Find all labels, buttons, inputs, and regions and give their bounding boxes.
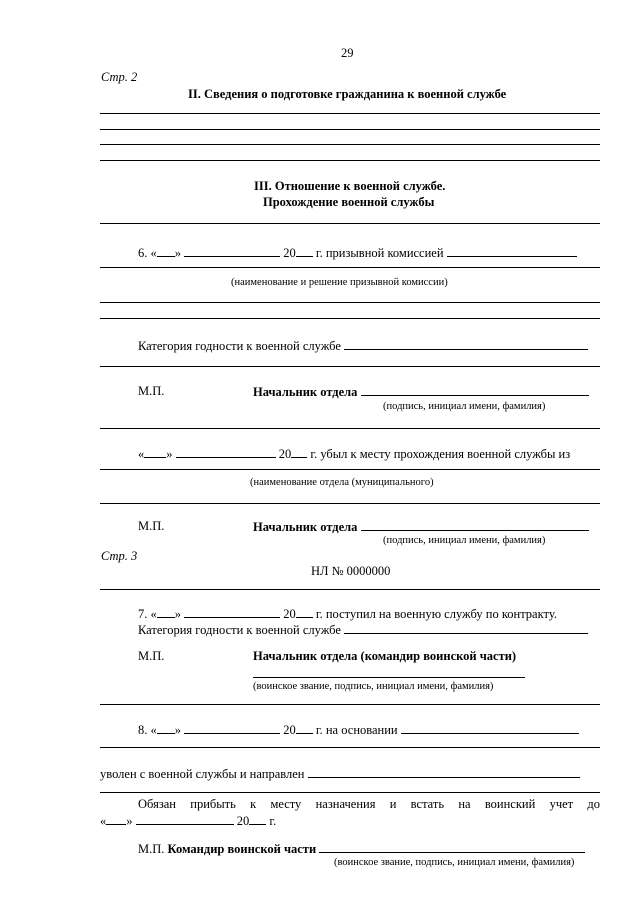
obliged-month-field[interactable] [136,813,234,825]
item8-text: г. на основании [315,723,398,737]
item8-close-quote: » [174,723,181,737]
section3-title-line2: Прохождение военной службы [263,195,435,209]
obliged-open-quote: « [100,814,107,828]
obliged-year: 20 [236,814,250,828]
item6-text: г. призывной комиссией [315,246,444,260]
mp-stamp-1: М.П. [138,384,165,398]
nl-line[interactable] [100,589,600,590]
item7-row [138,606,557,621]
caption-4: (воинское звание, подпись, инициал имени, фамилия) [334,857,575,868]
item7-fitness-row [138,622,588,637]
item6-day-field[interactable] [157,245,175,257]
item8-year-field[interactable] [296,722,313,734]
departure-year-field[interactable] [291,446,307,458]
departure-line-2[interactable] [100,503,600,504]
item6-number: 6. « [138,246,157,260]
obliged-suffix: г. [269,814,277,828]
caption-3: (воинское звание, подпись, инициал имени, фамилия) [253,681,494,692]
item7-number: 7. « [138,607,157,621]
page2-label: Стр. 2 [101,70,138,84]
item8-basis-field[interactable] [401,722,579,734]
item7-year: 20 [283,607,296,621]
item8-day-field[interactable] [157,722,175,734]
head-sign-field-3[interactable] [253,677,525,678]
item8-line-1[interactable] [100,747,600,748]
section2-line-4[interactable] [100,160,600,161]
item6-caption: (наименование и решение призывной комиссии) [231,277,448,288]
item7-text: г. поступил на военную службу по контракту. [315,607,557,621]
obliged-year-field[interactable] [249,813,266,825]
section2-line-3[interactable] [100,144,600,145]
item6-row [138,245,577,260]
item6-line-1[interactable] [100,267,600,268]
item7-fitness-label: Категория годности к военной службе [138,623,341,637]
fitness-row [138,338,588,353]
head-row-1 [253,384,589,399]
departure-close-quote: » [166,447,173,461]
item7-month-field[interactable] [184,606,280,618]
head-label-1: Начальник отдела [253,385,358,399]
item6-line-2[interactable] [100,302,600,303]
mp-stamp-3: М.П. [138,649,165,663]
section2-line-2[interactable] [100,129,600,130]
section2-title: II. Сведения о подготовке гражданина к военной службе [188,87,507,101]
item7-year-field[interactable] [296,606,313,618]
item8-number: 8. « [138,723,157,737]
item6-line-3[interactable] [100,318,600,319]
commander-sign-field[interactable] [319,841,585,853]
item6-year: 20 [283,246,296,260]
departure-day-field[interactable] [144,446,166,458]
page3-label: Стр. 3 [101,549,138,563]
obliged-line-1: Обязан прибыть к месту назначения и встать на воинский учет до [138,797,600,811]
commander-row [138,841,585,856]
section3-line[interactable] [100,223,600,224]
head-line-1[interactable] [100,428,600,429]
head-sign-field-1[interactable] [361,384,589,396]
section3-title-line1: III. Отношение к военной службе. [254,179,446,193]
dismissed-field[interactable] [308,766,580,778]
fitness-field[interactable] [344,338,588,350]
departure-open-quote: « [138,447,145,461]
head-row-2 [253,519,589,534]
dismissed-row [100,766,580,781]
item7-day-field[interactable] [157,606,175,618]
obliged-day-field[interactable] [106,813,126,825]
item7-fitness-field[interactable] [344,622,588,634]
head-label-3: Начальник отдела (командир воинской части) [253,649,517,663]
section2-line-1[interactable] [100,113,600,114]
head-sign-field-2[interactable] [361,519,589,531]
sign-caption-1: (подпись, инициал имени, фамилия) [383,401,546,412]
item8-month-field[interactable] [184,722,280,734]
item8-row [138,722,579,737]
departure-line-1[interactable] [100,469,600,470]
fitness-line[interactable] [100,366,600,367]
item6-month-field[interactable] [184,245,280,257]
item8-line-2[interactable] [100,792,600,793]
obliged-date-row [100,813,276,828]
head-label-2: Начальник отдела [253,520,358,534]
sign-caption-2: (подпись, инициал имени, фамилия) [383,535,546,546]
item6-close-quote: » [174,246,181,260]
departure-row [138,446,570,461]
dismissed-label: уволен с военной службы и направлен [100,767,305,781]
departure-caption: (наименование отдела (муниципального) [250,477,434,488]
departure-year: 20 [278,447,292,461]
item6-commission-field[interactable] [447,245,577,257]
departure-text: г. убыл к месту прохождения военной службы из [310,447,571,461]
commander-label: Командир воинской части [167,842,317,856]
obliged-close-quote: » [126,814,133,828]
item7-close-quote: » [174,607,181,621]
departure-month-field[interactable] [176,446,276,458]
item7-line[interactable] [100,704,600,705]
mp-stamp-2: М.П. [138,519,165,533]
mp-stamp-4: М.П. [138,842,165,856]
nl-number: НЛ № 0000000 [311,564,391,578]
page-number: 29 [341,46,354,60]
item6-year-field[interactable] [296,245,313,257]
item8-year: 20 [283,723,296,737]
fitness-label: Категория годности к военной службе [138,339,341,353]
